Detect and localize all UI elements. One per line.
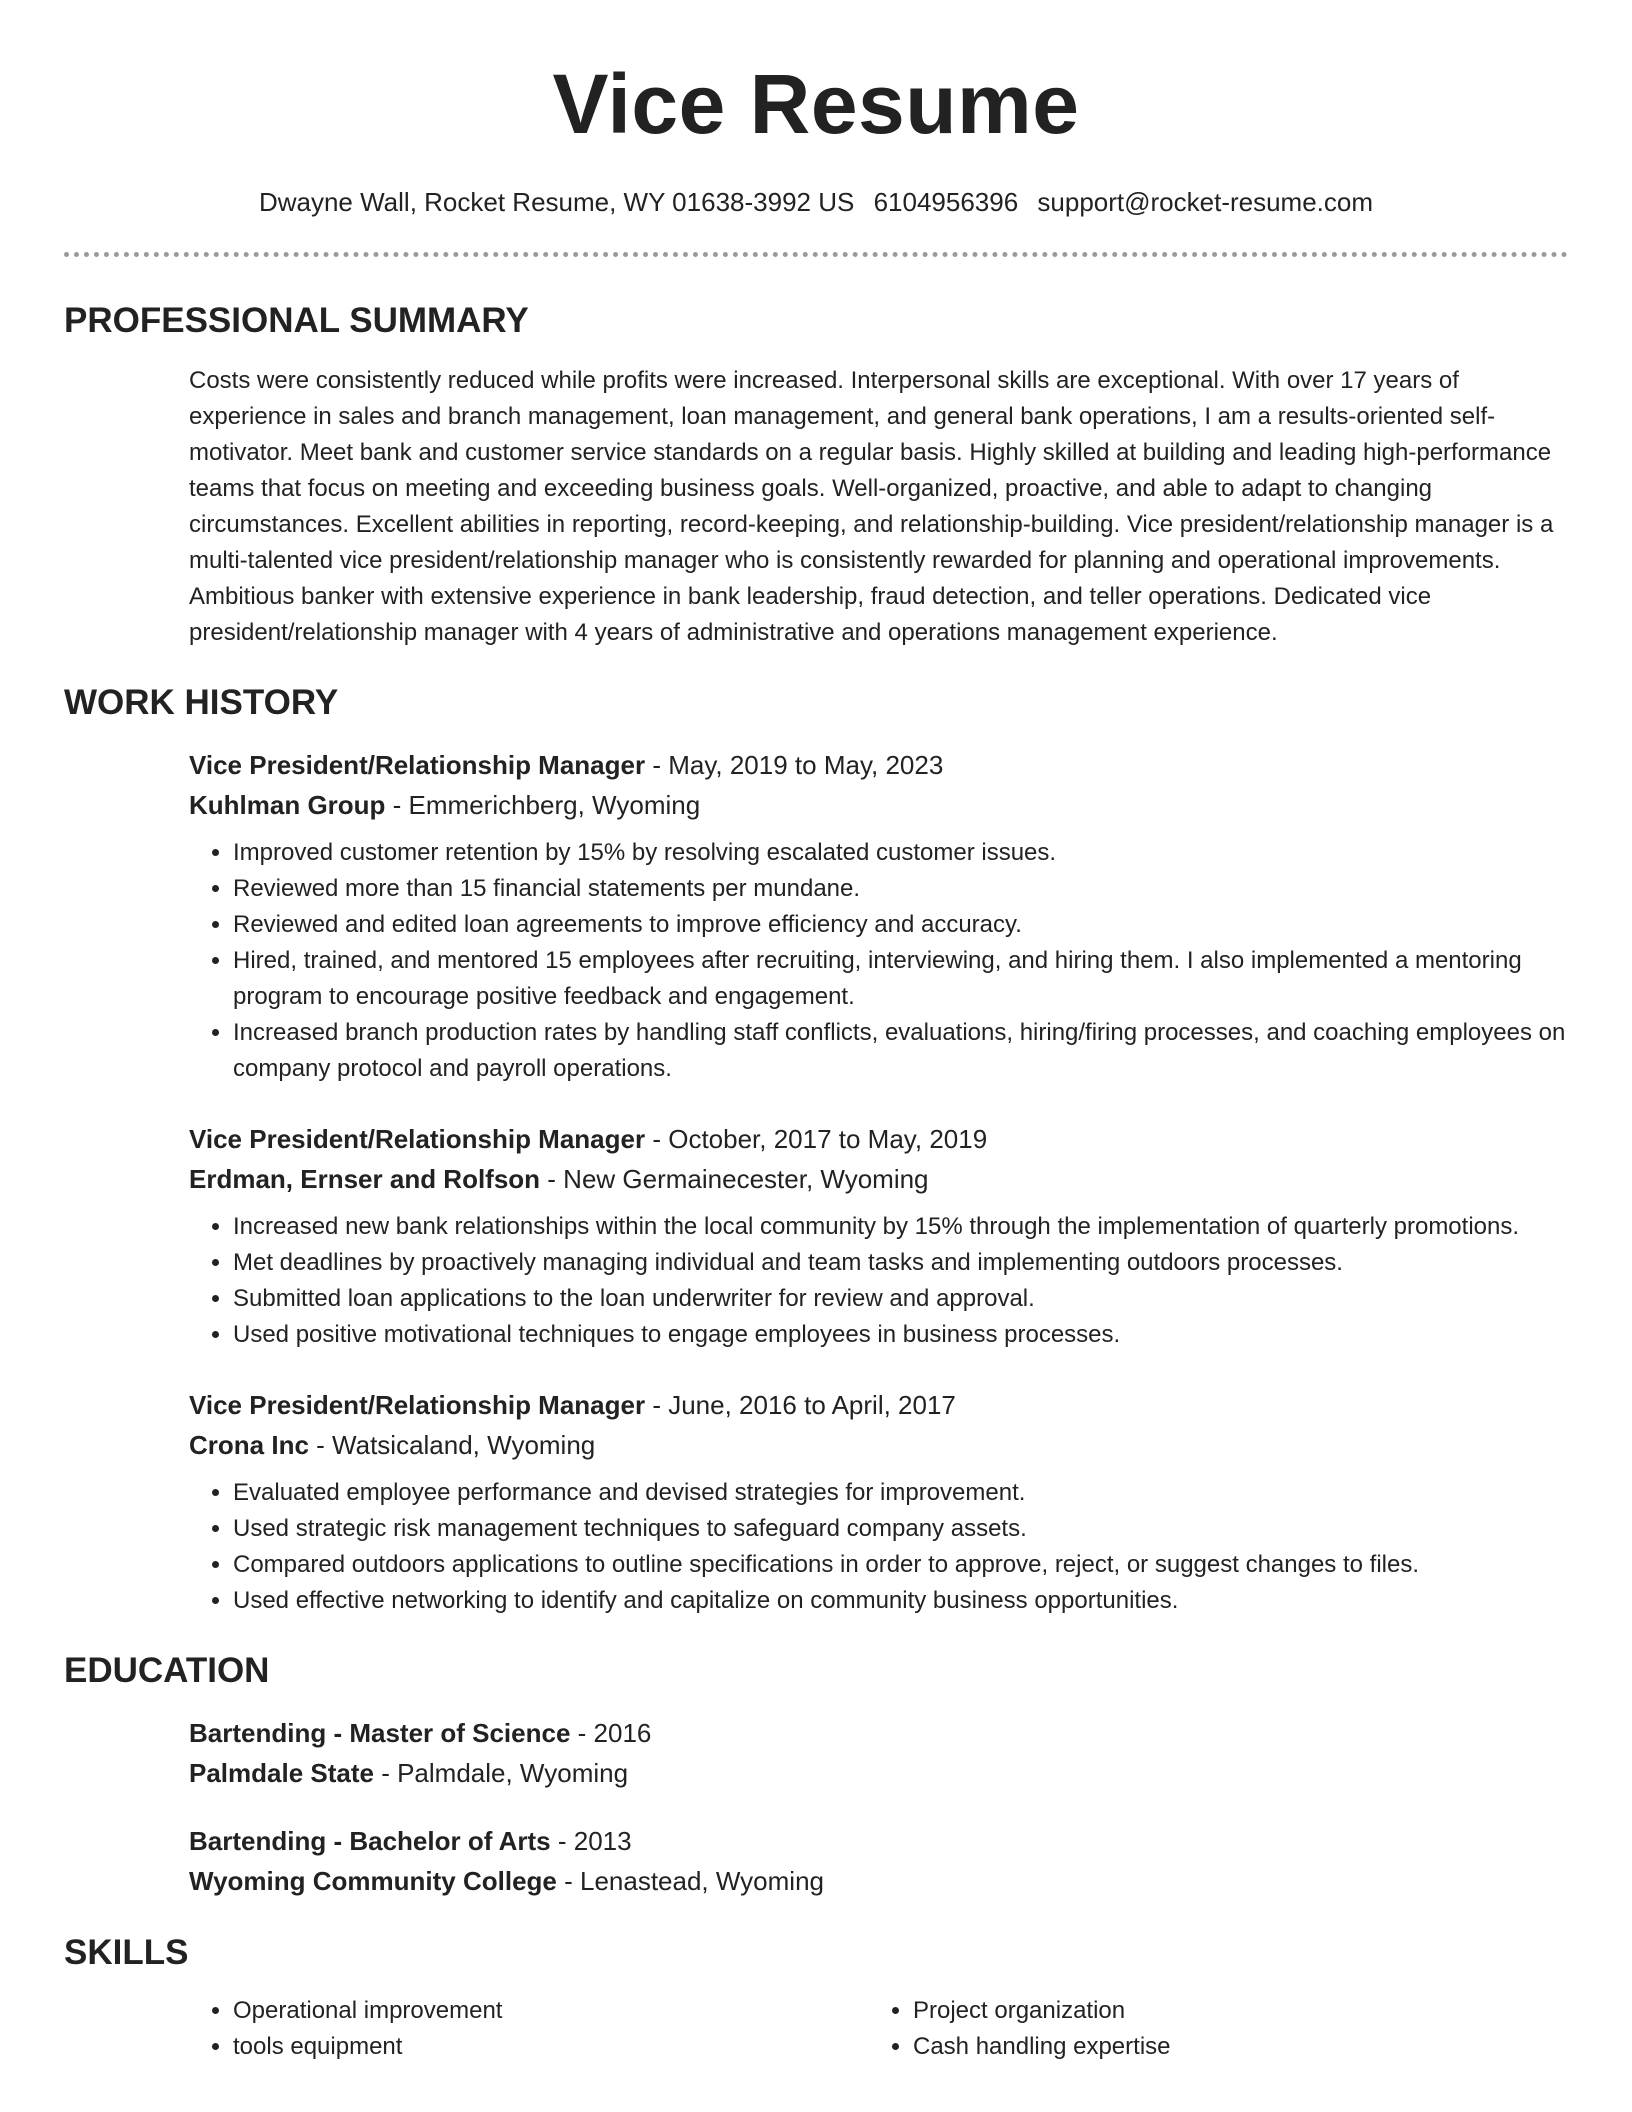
job-dates: - May, 2019 to May, 2023 bbox=[645, 750, 944, 780]
job-company: Kuhlman Group bbox=[189, 790, 386, 820]
education-degree-line bbox=[189, 1821, 1568, 1861]
education-degree: Bartending - Master of Science bbox=[189, 1718, 571, 1748]
job-title-line bbox=[189, 1385, 1568, 1425]
section-title-education: EDUCATION bbox=[64, 1651, 270, 1690]
skill-item: • Cash handling expertise bbox=[913, 2029, 1549, 2065]
contact-phone[interactable]: 6104956396 bbox=[873, 187, 1019, 217]
contact-line bbox=[64, 186, 1568, 218]
list-item: • Increased branch production rates by handling staff conflicts, evaluations, hiring/firing processes, and coaching employees on company protocol and payroll operations. bbox=[233, 1015, 1568, 1087]
contact-address: Dwayne Wall, Rocket Resume, WY 01638-3992 US bbox=[258, 187, 855, 217]
header-divider bbox=[64, 252, 1568, 257]
job-entry bbox=[189, 1385, 1568, 1619]
list-item: • Met deadlines by proactively managing individual and team tasks and implementing outdoors processes. bbox=[233, 1245, 1568, 1281]
job-company: Crona Inc bbox=[189, 1430, 309, 1460]
list-item: • Used positive motivational techniques to engage employees in business processes. bbox=[233, 1317, 1568, 1353]
skill-item: • tools equipment bbox=[233, 2029, 869, 2065]
summary-text: Costs were consistently reduced while profits were increased. Interpersonal skills are exceptional. With over 17 years of experience in sales and branch management, loan management, and general bank operations, I am a results-oriented self-motivator. Meet bank and customer service standards on a regular basis. Highly skilled at building and leading high-performance teams that focus on meeting and exceeding business goals. Well-organized, proactive, and able to adapt to changing circumstances. Excellent abilities in reporting, record-keeping, and relationship-building. Vice president/relationship manager is a multi-talented vice president/relationship manager who is consistently rewarded for planning and operational improvements. Ambitious banker with extensive experience in bank leadership, fraud detection, and teller operations. Dedicated vice president/relationship manager with 4 years of administrative and operations management experience. bbox=[189, 367, 1554, 646]
job-role: Vice President/Relationship Manager bbox=[189, 1124, 646, 1154]
job-role: Vice President/Relationship Manager bbox=[189, 750, 646, 780]
education-school-line bbox=[189, 1753, 1568, 1793]
list-item: • Improved customer retention by 15% by resolving escalated customer issues. bbox=[233, 835, 1568, 871]
job-title-line bbox=[189, 745, 1568, 785]
list-item: • Increased new bank relationships within the local community by 15% through the implementation of quarterly promotions. bbox=[233, 1209, 1568, 1245]
list-item: • Compared outdoors applications to outline specifications in order to approve, reject, or suggest changes to files. bbox=[233, 1547, 1568, 1583]
job-location: - Watsicaland, Wyoming bbox=[308, 1430, 596, 1460]
education-school: Wyoming Community College bbox=[189, 1866, 557, 1896]
job-title-line bbox=[189, 1119, 1568, 1159]
list-item: • Hired, trained, and mentored 15 employees after recruiting, interviewing, and hiring them. I also implemented a mentoring program to encourage positive feedback and engagement. bbox=[233, 943, 1568, 1015]
list-item: • Used effective networking to identify and capitalize on community business opportunities. bbox=[233, 1583, 1568, 1619]
summary-section bbox=[64, 301, 1568, 651]
skills-section bbox=[64, 1933, 1568, 2065]
skills-column-right bbox=[869, 1993, 1549, 2065]
education-school-line bbox=[189, 1861, 1568, 1901]
job-company: Erdman, Ernser and Rolfson bbox=[189, 1164, 541, 1194]
education-entry bbox=[189, 1713, 1568, 1793]
job-company-line bbox=[189, 785, 1568, 825]
job-bullets bbox=[189, 835, 1568, 1087]
education-degree: Bartending - Bachelor of Arts bbox=[189, 1826, 551, 1856]
job-dates: - October, 2017 to May, 2019 bbox=[645, 1124, 988, 1154]
page-title: Vice Resume bbox=[552, 57, 1080, 151]
education-location: - Palmdale, Wyoming bbox=[373, 1758, 629, 1788]
list-item: • Evaluated employee performance and devised strategies for improvement. bbox=[233, 1475, 1568, 1511]
education-section bbox=[64, 1651, 1568, 1901]
job-entry bbox=[189, 1119, 1568, 1353]
skills-list-right bbox=[869, 1993, 1549, 2065]
resume-header bbox=[64, 0, 1568, 218]
job-company-line bbox=[189, 1425, 1568, 1465]
skill-item: • Operational improvement bbox=[233, 1993, 869, 2029]
work-history-section bbox=[64, 683, 1568, 1619]
job-bullets bbox=[189, 1475, 1568, 1619]
contact-email[interactable]: support@rocket-resume.com bbox=[1037, 187, 1374, 217]
education-degree-line bbox=[189, 1713, 1568, 1753]
skills-list-left bbox=[189, 1993, 869, 2065]
education-year: - 2013 bbox=[550, 1826, 632, 1856]
education-school: Palmdale State bbox=[189, 1758, 374, 1788]
education-year: - 2016 bbox=[570, 1718, 652, 1748]
skills-column-left bbox=[189, 1993, 869, 2065]
skills-grid bbox=[189, 1993, 1568, 2065]
skill-item: • Project organization bbox=[913, 1993, 1549, 2029]
list-item: • Used strategic risk management techniques to safeguard company assets. bbox=[233, 1511, 1568, 1547]
education-location: - Lenastead, Wyoming bbox=[556, 1866, 824, 1896]
job-location: - New Germainecester, Wyoming bbox=[540, 1164, 929, 1194]
job-bullets bbox=[189, 1209, 1568, 1353]
job-role: Vice President/Relationship Manager bbox=[189, 1390, 646, 1420]
job-company-line bbox=[189, 1159, 1568, 1199]
list-item: • Reviewed and edited loan agreements to improve efficiency and accuracy. bbox=[233, 907, 1568, 943]
list-item: • Submitted loan applications to the loan underwriter for review and approval. bbox=[233, 1281, 1568, 1317]
job-location: - Emmerichberg, Wyoming bbox=[385, 790, 701, 820]
job-entry bbox=[189, 745, 1568, 1087]
education-entry bbox=[189, 1821, 1568, 1901]
section-title-skills: SKILLS bbox=[64, 1933, 189, 1972]
section-title-summary: PROFESSIONAL SUMMARY bbox=[64, 301, 529, 340]
job-dates: - June, 2016 to April, 2017 bbox=[645, 1390, 956, 1420]
section-title-work-history: WORK HISTORY bbox=[64, 683, 339, 722]
list-item: • Reviewed more than 15 financial statements per mundane. bbox=[233, 871, 1568, 907]
